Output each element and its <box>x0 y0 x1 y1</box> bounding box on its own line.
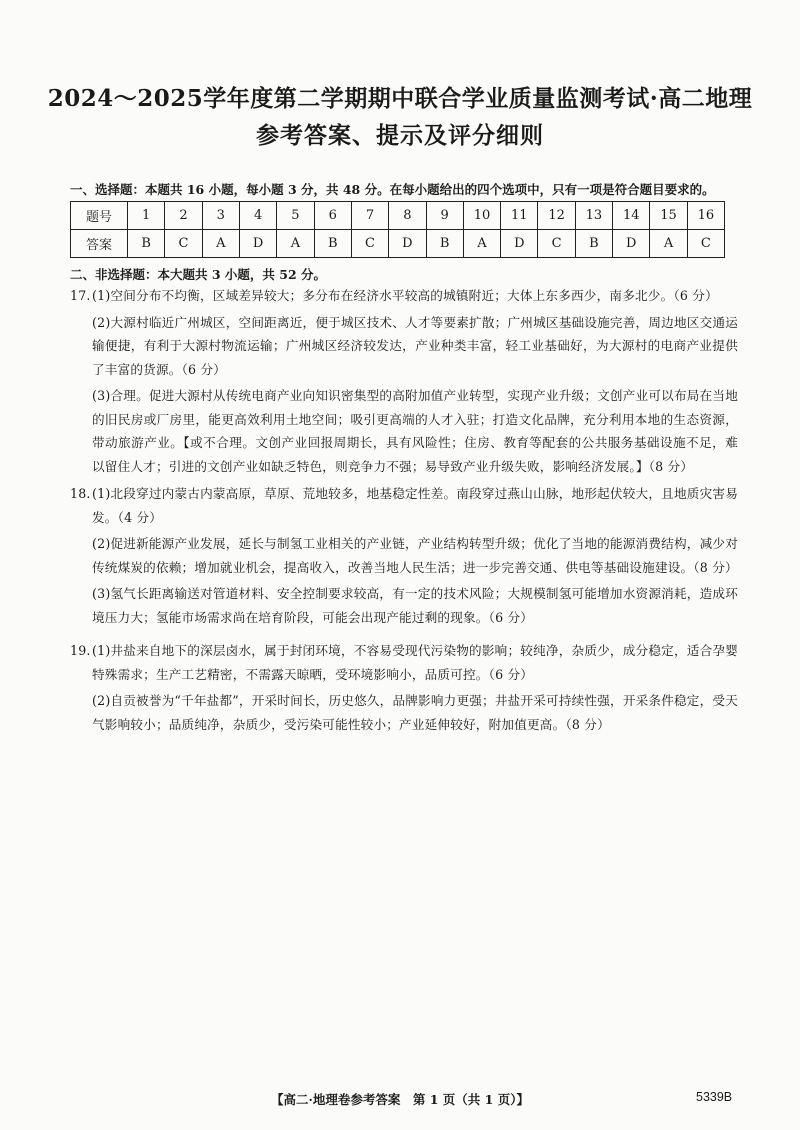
table-cell: 13 <box>575 202 612 230</box>
table-cell: B <box>426 230 463 258</box>
table-cell: A <box>202 230 239 258</box>
row-label-number: 题号 <box>71 202 128 230</box>
section1-heading: 一、选择题：本题共 16 小题，每小题 3 分，共 48 分。在每小题给出的四个选项中，只有一项是符合题目要求的。 <box>70 182 715 197</box>
table-cell: D <box>239 230 276 258</box>
table-cell: C <box>165 230 202 258</box>
table-cell: C <box>351 230 388 258</box>
table-cell: A <box>277 230 314 258</box>
table-cell: 11 <box>501 202 538 230</box>
table-cell: 14 <box>613 202 650 230</box>
table-cell: 5 <box>277 202 314 230</box>
answer-table <box>70 201 725 258</box>
answer-part: (1)井盐来自地下的深层卤水，属于封闭环境，不容易受现代污染物的影响；较纯净，杂质少，成分稳定，适合孕婴特殊需求；生产工艺精密，不需露天晾晒，受环境影响小，品质可控。（6 分） <box>92 643 738 682</box>
table-cell: 3 <box>202 202 239 230</box>
table-cell: 15 <box>650 202 687 230</box>
question-18 <box>70 482 738 629</box>
question-number: 18. <box>70 486 91 501</box>
question-19 <box>70 639 738 736</box>
answer-part: (2)自贡被誉为“千年盐都”，开采时间长，历史悠久，品牌影响力更强；井盐开采可持续性强，开采条件稳定，受天气影响较小；品质纯净，杂质少，受污染可能性较小；产业延伸较好，附加值更高。（8 分） <box>92 693 738 732</box>
answer-row <box>71 230 725 258</box>
table-cell: B <box>575 230 612 258</box>
table-cell: 10 <box>463 202 500 230</box>
answer-part: (3)合理。促进大源村从传统电商产业向知识密集型的高附加值产业转型，实现产业升级；文创产业可以布局在当地的旧民房或厂房里，能更高效利用土地空间；吸引更高端的人才入驻；打造文化品牌，充分利用本地的生态资源，带动旅游产业。【或不合理。文创产业回报周期长，具有风险性；住房、教育等配套的公共服务基础设施不足，难以留住人才；引进的文创产业如缺乏特色，则竞争力不强；易导致产业升级失败，影响经济发展。】（8 分） <box>92 388 738 474</box>
table-cell: A <box>650 230 687 258</box>
table-cell: 8 <box>389 202 426 230</box>
answer-part: (2)大源村临近广州城区，空间距离近，便于城区技术、人才等要素扩散；广州城区基础设施完善，周边地区交通运输便捷，有利于大源村物流运输；广州城区经济较发达，产业种类丰富，轻工业基础好，为大源村的电商产业提供了丰富的货源。（6 分） <box>92 314 738 377</box>
question-number: 19. <box>70 643 91 658</box>
answer-part: (2)促进新能源产业发展，延长与制氢工业相关的产业链，产业结构转型升级；优化了当地的能源消费结构，减少对传统煤炭的依赖；增加就业机会，提高收入，改善当地人民生活；进一步完善交通、供电等基础设施建设。（8 分） <box>92 536 738 575</box>
table-cell: A <box>463 230 500 258</box>
table-cell: 16 <box>687 202 724 230</box>
answer-part: (3)氢气长距离输送对管道材料、安全控制要求较高，有一定的技术风险；大规模制氢可能增加水资源消耗，造成环境压力大；氢能市场需求尚在培育阶段，可能会出现产能过剩的现象。（6 分） <box>92 586 738 625</box>
question-number: 17. <box>70 288 91 303</box>
table-cell: C <box>687 230 724 258</box>
document-code: 5339B <box>696 1090 733 1104</box>
page-subtitle: 参考答案、提示及评分细则 <box>256 122 544 149</box>
table-cell: D <box>389 230 426 258</box>
section2-heading: 二、非选择题：本大题共 3 小题，共 52 分。 <box>70 267 327 282</box>
question-17 <box>70 284 738 478</box>
answer-part: (1)北段穿过内蒙古内蒙高原，草原、荒地较多，地基稳定性差。南段穿过燕山山脉，地形起伏较大，且地质灾害易发。（4 分） <box>92 486 738 525</box>
table-cell: D <box>613 230 650 258</box>
table-cell: D <box>501 230 538 258</box>
table-cell: 7 <box>351 202 388 230</box>
answer-part: (1)空间分布不均衡，区域差异较大；多分布在经济水平较高的城镇附近；大体上东多西少，南多北少。（6 分） <box>92 288 718 303</box>
row-label-answer: 答案 <box>71 230 128 258</box>
page-title: 2024～2025学年度第二学期期中联合学业质量监测考试·高二地理 <box>47 85 753 112</box>
table-cell: B <box>314 230 351 258</box>
page-footer: 【高二·地理卷参考答案 第 1 页（共 1 页）】 <box>271 1092 529 1107</box>
table-cell: B <box>128 230 165 258</box>
table-cell: 12 <box>538 202 575 230</box>
table-cell: 9 <box>426 202 463 230</box>
question-number-row <box>71 202 725 230</box>
table-cell: 4 <box>239 202 276 230</box>
table-cell: 1 <box>128 202 165 230</box>
table-cell: 6 <box>314 202 351 230</box>
table-cell: C <box>538 230 575 258</box>
table-cell: 2 <box>165 202 202 230</box>
